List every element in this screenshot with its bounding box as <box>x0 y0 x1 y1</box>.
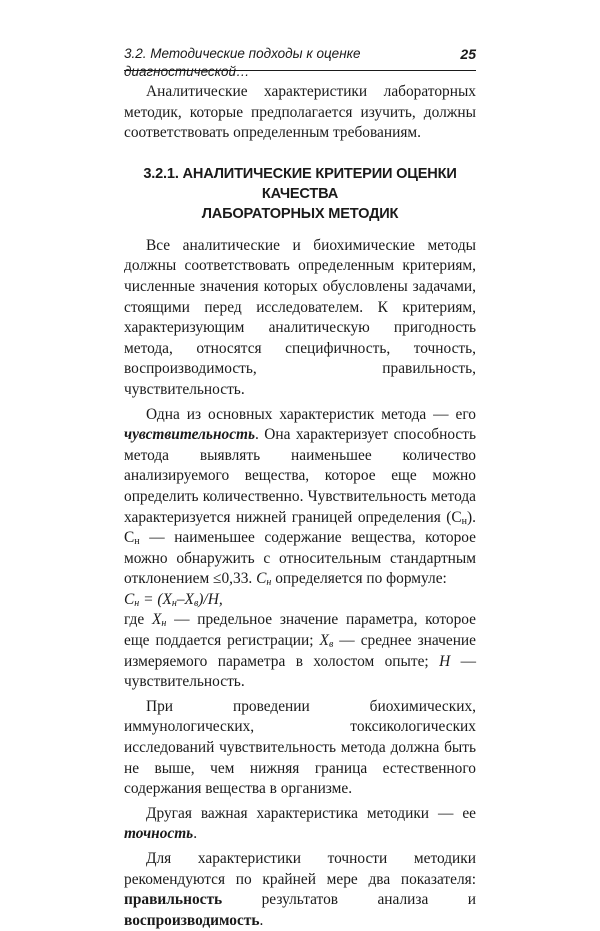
paragraph-criteria: Все аналитические и биохимические методы должны соответствовать определенным критериям, численные значения которых обусловлены задачами, стоящими перед исследователем. К критериям, характеризующим аналитическую пригодность метода, относятся специфичность, точность, воспроизводимость, правильность, чувствительность. <box>124 236 476 398</box>
paragraph-accuracy: Другая важная характеристика методики — ее точность. <box>124 804 476 843</box>
term-sensitivity: чувствительность <box>124 426 256 444</box>
paragraph-formula-legend: где $Х_н$ — предельное значение параметра, которое еще поддается регистрации; $Х_в$ — среднее значение измеряемого параметра в холостом опыте; Н — чувствительность. <box>124 611 476 691</box>
term-accuracy: точность <box>124 825 194 843</box>
paragraph-indicators: Для характеристики точности методики рекомендуются по крайней мере два показателя: правильность результатов анализа и воспроизводимость. <box>124 850 476 929</box>
intro-paragraph: Аналитические характеристики лабораторных методик, которые предполагается изучить, должны соответствовать определенным требованиям. <box>124 83 476 142</box>
page-number: 25 <box>460 46 476 62</box>
formula: $С_н = (Х_н-Х_в)/Н$, <box>124 590 223 609</box>
paragraph-sensitivity: Одна из основных характеристик метода — его чувствительность. Она характеризует способность метода выявлять наименьшее количество анализируемого вещества, которое еще можно определить количественно. Чувствительность метода характеризуется нижней границей определения $(С_н)$. $С_н$ — наименьшее содержание вещества, которое можно обнаружить с относительным стандартным отклонением ≤0,33. $С_н$ определяется по формуле: <box>124 405 476 589</box>
header-rule <box>124 70 476 71</box>
running-title: 3.2. Методические подходы к оценке диагностической… <box>124 46 361 79</box>
paragraph-research: При проведении биохимических, иммунологических, токсикологических исследований чувствительность метода должна быть не выше, чем нижняя граница естественного содержания вещества в организме. <box>124 697 476 798</box>
term-reproducibility: воспроизводимость <box>124 911 260 929</box>
term-correctness: правильность <box>124 891 223 909</box>
section-heading-line-2: ЛАБОРАТОРНЫХ МЕТОДИК <box>201 205 399 222</box>
section-heading-line-1: 3.2.1. АНАЛИТИЧЕСКИЕ КРИТЕРИИ ОЦЕНКИ КАЧЕСТВА <box>143 165 457 202</box>
running-header <box>124 45 476 81</box>
section-heading <box>124 164 476 224</box>
body-text <box>124 82 476 931</box>
